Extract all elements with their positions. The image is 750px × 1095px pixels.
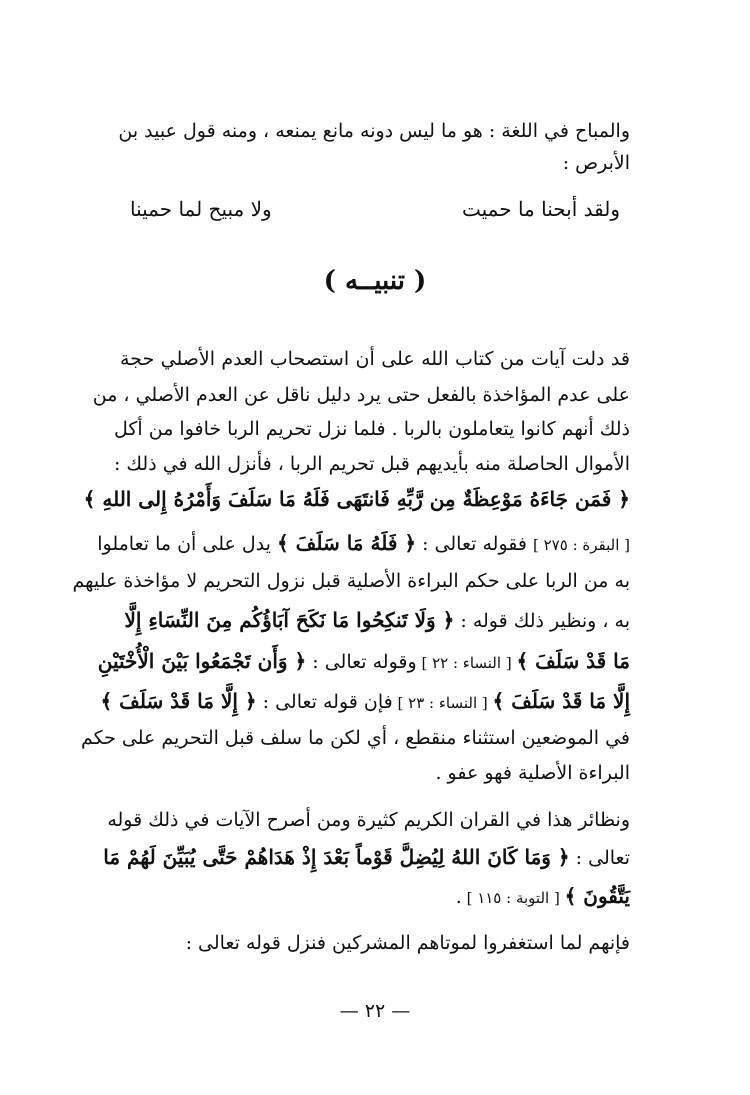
p1-line-8-text: به ، ونظير ذلك قوله : [454, 610, 630, 632]
p1-line-2: على عدم المؤاخذة بالفعل حتى يرد دليل ناقل عن العدم الأصلي ، من [92, 384, 630, 406]
p1-line-7: به من الربا على حكم البراءة الأصلية قبل نزول التحريم لا مؤاخذة عليهم [72, 570, 630, 592]
quran-quote-tawbah-start: ﴿ وَمَا كَانَ اللهُ لِيُضِلَّ قَوْماً بَعْدَ إِذْ هَدَاهُمْ حَتَّى يُبَيِّنَ لَهُمْ مَا [103, 845, 570, 869]
p1-line-8 [120, 605, 630, 636]
quran-verse-baqarah: ﴿ فَمَن جَاءَهُ مَوْعِظَةٌ مِن رَّبِّهِ فَانتَهَى فَلَهُ مَا سَلَفَ وَأَمْرُهُ إِلى اللهِ ﴾ [83, 487, 630, 511]
p1-line-6-text-b: يدل على أن ما تعاملوا [97, 533, 277, 555]
p1-line-3: ذلك أنهم كانوا يتعاملون بالربا . فلما نزل تحريم الربا خافوا من أكل [114, 418, 630, 440]
intro-line-1: والمباح في اللغة : هو ما ليس دونه مانع يمنعه ، ومنه قول عبيد بن [118, 120, 630, 142]
p1-line-6 [97, 528, 630, 560]
quran-quote-tawbah-end: يَتَّقُونَ ﴾ [564, 884, 630, 908]
p1-line-9 [97, 646, 630, 678]
poetry-verse [130, 194, 620, 224]
p1-line-9-text: وقوله تعالى : [306, 651, 417, 673]
quran-quote-nisa-23-end: إِلَّا مَا قَدْ سَلَفَ ﴾ [492, 689, 630, 713]
quran-quote-falahu: ﴿ فَلَهُ مَا سَلَفَ ﴾ [276, 531, 417, 555]
p3-line-1: فإنهم لما استغفروا لموتاهم المشركين فنزل قوله تعالى : [185, 932, 630, 954]
quran-quote-nisa-22-end: مَا قَدْ سَلَفَ ﴾ [516, 649, 630, 673]
section-heading: ( تنبيــه ) [323, 266, 427, 296]
quran-quote-nisa-22-start: ﴿ وَلَا تَنكِحُوا مَا نَكَحَ آبَاؤُكُم مِنَ النِّسَاءِ إِلَّا [124, 608, 455, 632]
p1-line-6-text-a: فقوله تعالى : [416, 533, 533, 555]
p1-line-10-text: فإن قوله تعالى : [256, 691, 393, 713]
citation-nisa-23: [ النساء : ٢٣ ] [392, 694, 493, 712]
p2-line-2-text: تعالى : [569, 847, 630, 869]
verse-hemistich-right: ولقد أبحنا ما حميت [461, 197, 620, 221]
p1-line-4: الأموال الحاصلة منه بأيديهم قبل تحريم الربا ، فأنزل الله في ذلك : [113, 453, 630, 475]
p1-line-12: البراءة الأصلية فهو عفو . [435, 762, 630, 784]
p1-line-11: في الموضعين استثناء منقطع ، أي لكن ما سلف قبل التحريم على حكم [80, 727, 630, 749]
p2-line-3 [120, 881, 630, 913]
citation-nisa-22: [ النساء : ٢٢ ] [416, 654, 517, 672]
intro-line-2: الأبرص : [562, 152, 630, 174]
citation-tawbah: [ التوبة : ١١٥ ] [461, 889, 565, 907]
p2-line-1: ونظائر هذا في القران الكريم كثيرة ومن أصرح الآيات في ذلك قوله [107, 809, 630, 831]
p2-line-2 [103, 842, 630, 873]
verse-hemistich-left: ولا مبيح لما حمينا [130, 197, 272, 221]
p1-line-1: قد دلت آيات من كتاب الله على أن استصحاب العدم الأصلي حجة [120, 348, 630, 370]
page-number: — ٢٢ — [339, 1000, 411, 1022]
quran-quote-nisa-23-start: ﴿ وَأَن تَجْمَعُوا بَيْنَ الْأُخْتَيْنِ [97, 649, 307, 673]
quran-quote-illa-ma: ﴿ إِلَّا مَا قَدْ سَلَفَ ﴾ [100, 689, 257, 713]
p1-line-10 [100, 686, 630, 718]
citation-baqarah: [ البقرة : ٢٧٥ ] [533, 536, 630, 554]
p2-line-3-end: . [455, 886, 462, 908]
